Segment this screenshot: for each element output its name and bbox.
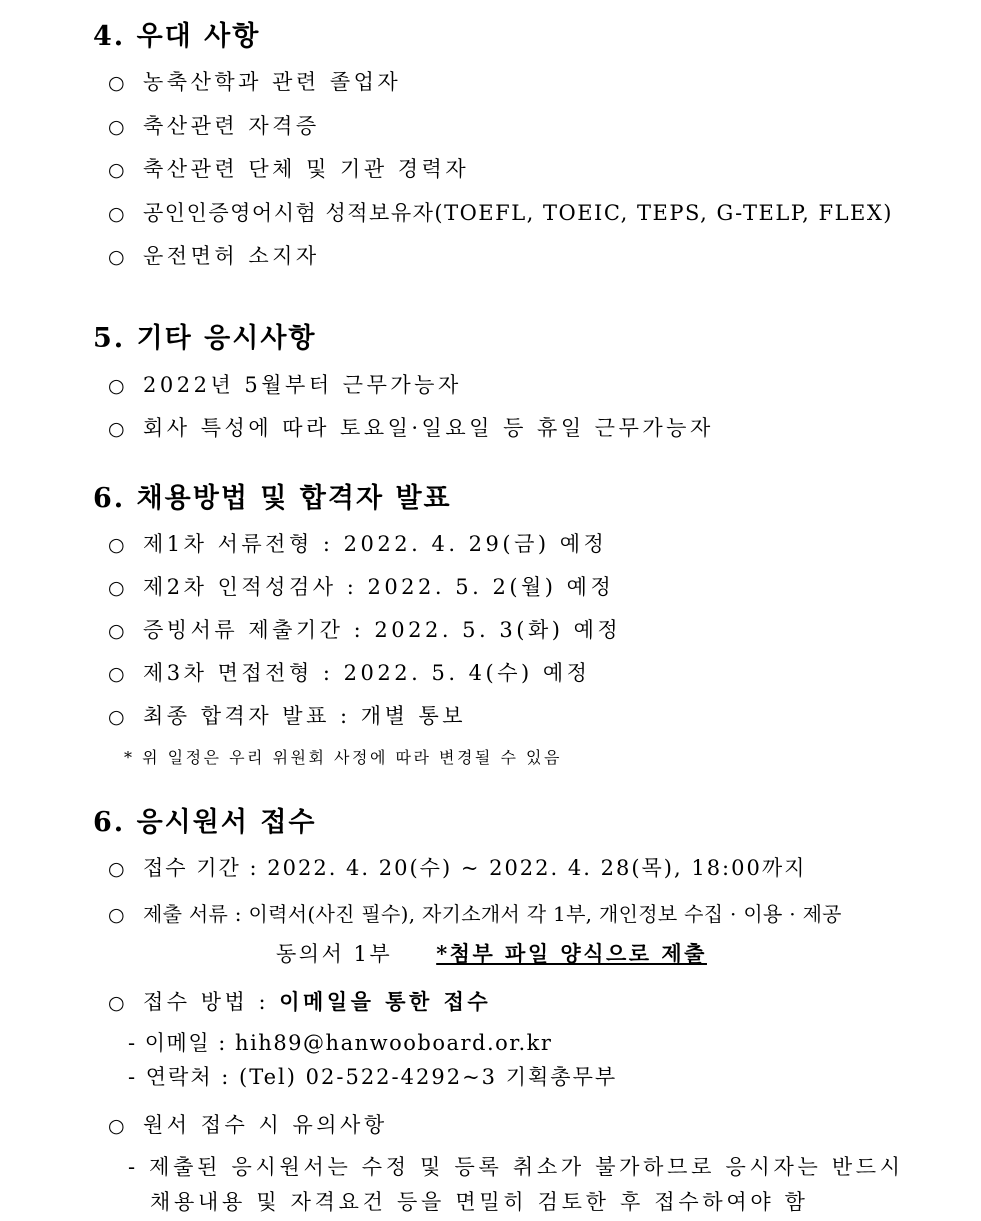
schedule-note: * 위 일정은 우리 위원회 사정에 따라 변경될 수 있음 xyxy=(124,748,562,767)
list-item: ○ 제3차 면접전형 : 2022. 5. 4(수) 예정 xyxy=(108,661,591,685)
list-item: ○ 농축산학과 관련 졸업자 xyxy=(108,70,402,94)
caution-text-1: - 제출된 응시원서는 수정 및 등록 취소가 불가하므로 응시자는 반드시 xyxy=(128,1155,904,1179)
section-6-recruit-title: 6. 채용방법 및 합격자 발표 xyxy=(93,483,452,514)
required-documents-cont: 동의서 1부 *첨부 파일 양식으로 제출 xyxy=(276,941,707,966)
application-period: ○ 접수 기간 : 2022. 4. 20(수) ~ 2022. 4. 28(목), 18:00까지 xyxy=(108,856,807,880)
contact-email: - 이메일 : hih89@hanwooboard.or.kr xyxy=(128,1031,553,1055)
section-5-title: 5. 기타 응시사항 xyxy=(93,323,317,354)
list-item: ○ 운전면허 소지자 xyxy=(108,244,320,268)
method-value: 이메일을 통한 접수 xyxy=(279,989,492,1014)
list-item: ○ 회사 특성에 따라 토요일·일요일 등 휴일 근무가능자 xyxy=(108,416,714,440)
list-item: ○ 공인인증영어시험 성적보유자(TOEFL, TOEIC, TEPS, G-TELP, FLEX) xyxy=(108,201,893,225)
list-item: ○ 축산관련 자격증 xyxy=(108,114,320,138)
section-6-application-title: 6. 응시원서 접수 xyxy=(93,807,317,838)
list-item: ○ 최종 합격자 발표 : 개별 통보 xyxy=(108,704,467,728)
application-method: ○ 접수 방법 : 이메일을 통한 접수 xyxy=(108,989,492,1014)
required-documents: ○ 제출 서류 : 이력서(사진 필수), 자기소개서 각 1부, 개인정보 수집 · 이용 · 제공 xyxy=(108,902,842,926)
caution-text-2: 채용내용 및 자격요건 등을 면밀히 검토한 후 접수하여야 함 xyxy=(150,1190,809,1214)
attachment-notice: *첨부 파일 양식으로 제출 xyxy=(436,941,707,966)
section-4-title: 4. 우대 사항 xyxy=(93,21,261,52)
list-item: ○ 증빙서류 제출기간 : 2022. 5. 3(화) 예정 xyxy=(108,618,622,642)
caution-title: ○ 원서 접수 시 유의사항 xyxy=(108,1113,388,1137)
list-item: ○ 제1차 서류전형 : 2022. 4. 29(금) 예정 xyxy=(108,532,608,556)
list-item: ○ 2022년 5월부터 근무가능자 xyxy=(108,373,462,397)
list-item: ○ 제2차 인적성검사 : 2022. 5. 2(월) 예정 xyxy=(108,575,615,599)
list-item: ○ 축산관련 단체 및 기관 경력자 xyxy=(108,157,470,181)
contact-phone: - 연락처 : (Tel) 02-522-4292~3 기획총무부 xyxy=(128,1065,618,1089)
